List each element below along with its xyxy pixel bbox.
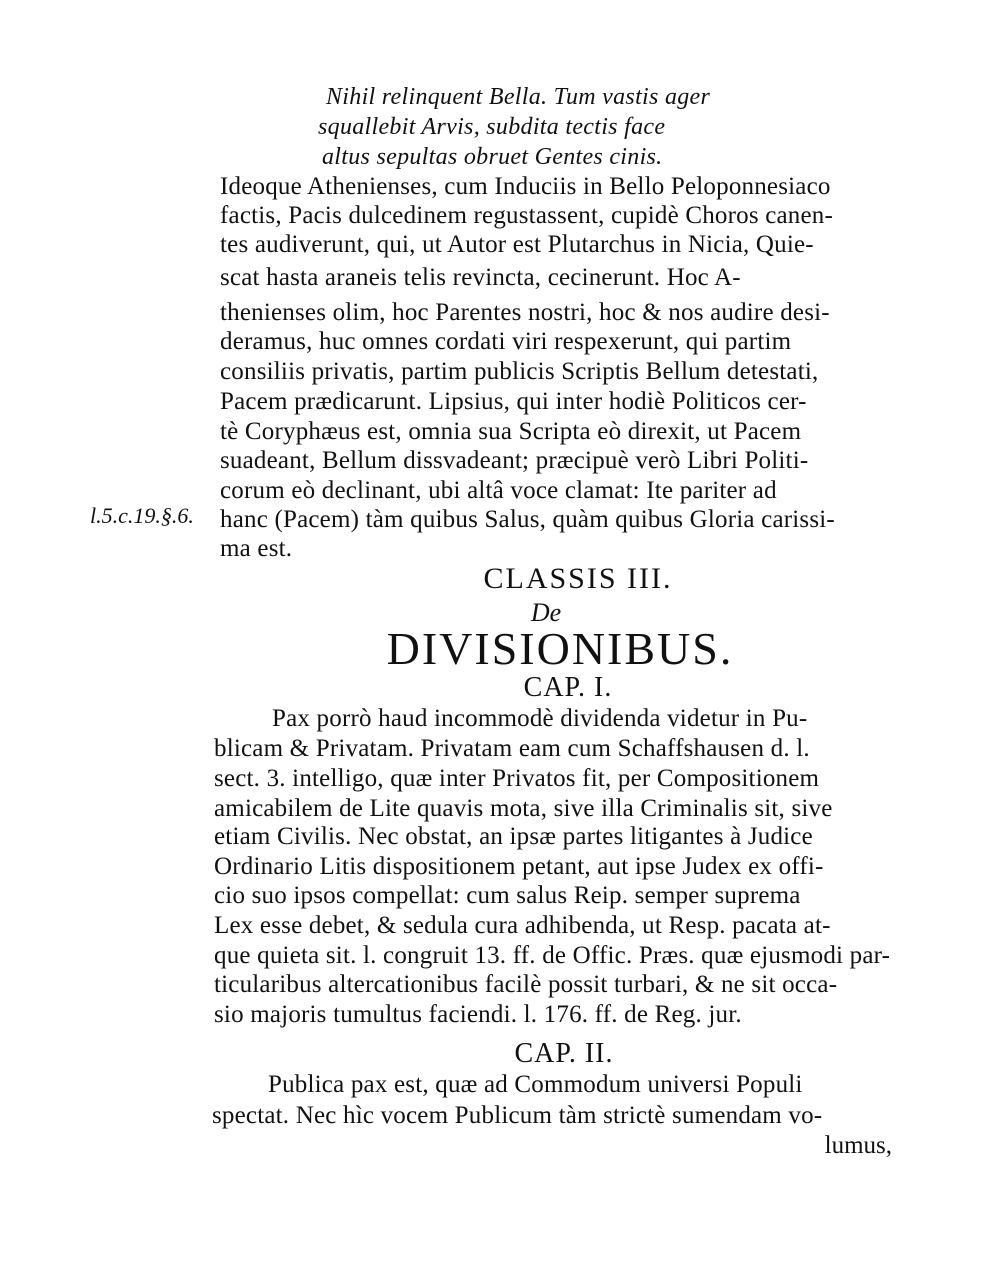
body-line: consiliis privatis, partim publicis Scriptis Bellum detestati, bbox=[220, 358, 819, 385]
verse-line: altus sepultas obruet Gentes cinis. bbox=[322, 144, 663, 170]
body-line: amicabilem de Lite quavis mota, sive illa Criminalis sit, sive bbox=[214, 795, 833, 822]
divisionibus-title: DIVISIONIBUS. bbox=[386, 623, 734, 674]
verse-line: squallebit Arvis, subdita tectis face bbox=[318, 114, 666, 140]
body-line: factis, Pacis dulcedinem regustassent, cupidè Choros canen- bbox=[220, 202, 834, 229]
body-line: blicam & Privatam. Privatam eam cum Schaffshausen d. l. bbox=[214, 735, 810, 762]
body-line: Lex esse debet, & sedula cura adhibenda, ut Resp. pacata at- bbox=[214, 912, 831, 939]
margin-note: l.5.c.19.§.6. bbox=[90, 503, 194, 528]
body-line: que quieta sit. l. congruit 13. ff. de Offic. Præs. quæ ejusmodi par- bbox=[214, 942, 891, 969]
body-line: hanc (Pacem) tàm quibus Salus, quàm quibus Gloria carissi- bbox=[220, 506, 835, 533]
body-line: Ideoque Athenienses, cum Induciis in Bello Peloponnesiaco bbox=[220, 173, 831, 200]
catchword: lumus, bbox=[824, 1132, 892, 1159]
body-line: etiam Civilis. Nec obstat, an ipsæ partes litigantes à Judice bbox=[214, 823, 813, 850]
body-line: suadeant, Bellum dissvadeant; præcipuè verò Libri Politi- bbox=[220, 447, 809, 474]
body-line: ma est. bbox=[220, 535, 293, 562]
body-line: Ordinario Litis dispositionem petant, aut ipse Judex ex offi- bbox=[214, 853, 824, 880]
chapter-heading: CAP. I. bbox=[523, 672, 613, 703]
body-line: tes audiverunt, qui, ut Autor est Plutarchus in Nicia, Quie- bbox=[220, 231, 814, 258]
body-line: ticularibus altercationibus facilè possit turbari, & ne sit occa- bbox=[214, 971, 838, 998]
body-line: Pax porrò haud incommodè dividenda videtur in Pu- bbox=[272, 705, 808, 732]
chapter-heading: CAP. II. bbox=[514, 1038, 614, 1069]
classis-heading: CLASSIS III. bbox=[483, 562, 673, 595]
body-line: spectat. Nec hìc vocem Publicum tàm strictè sumendam vo- bbox=[212, 1102, 823, 1129]
body-line: thenienses olim, hoc Parentes nostri, hoc & nos audire desi- bbox=[220, 299, 830, 326]
body-line: Publica pax est, quæ ad Commodum universi Populi bbox=[268, 1071, 803, 1098]
body-line: cio suo ipsos compellat: cum salus Reip. semper suprema bbox=[214, 882, 801, 909]
body-line: Pacem prædicarunt. Lipsius, qui inter hodiè Politicos cer- bbox=[220, 388, 807, 415]
de-heading: De bbox=[530, 598, 562, 627]
body-line: corum eò declinant, ubi altâ voce clamat: Ite pariter ad bbox=[220, 477, 777, 504]
body-line: scat hasta araneis telis revincta, cecinerunt. Hoc A- bbox=[220, 264, 741, 291]
body-line: sect. 3. intelligo, quæ inter Privatos fit, per Compositionem bbox=[214, 765, 820, 792]
body-line: sio majoris tumultus faciendi. l. 176. ff. de Reg. jur. bbox=[214, 1001, 742, 1028]
verse-line: Nihil relinquent Bella. Tum vastis ager bbox=[326, 84, 711, 110]
body-line: deramus, huc omnes cordati viri respexerunt, qui partim bbox=[220, 328, 792, 355]
body-line: tè Coryphæus est, omnia sua Scripta eò direxit, ut Pacem bbox=[220, 418, 802, 445]
